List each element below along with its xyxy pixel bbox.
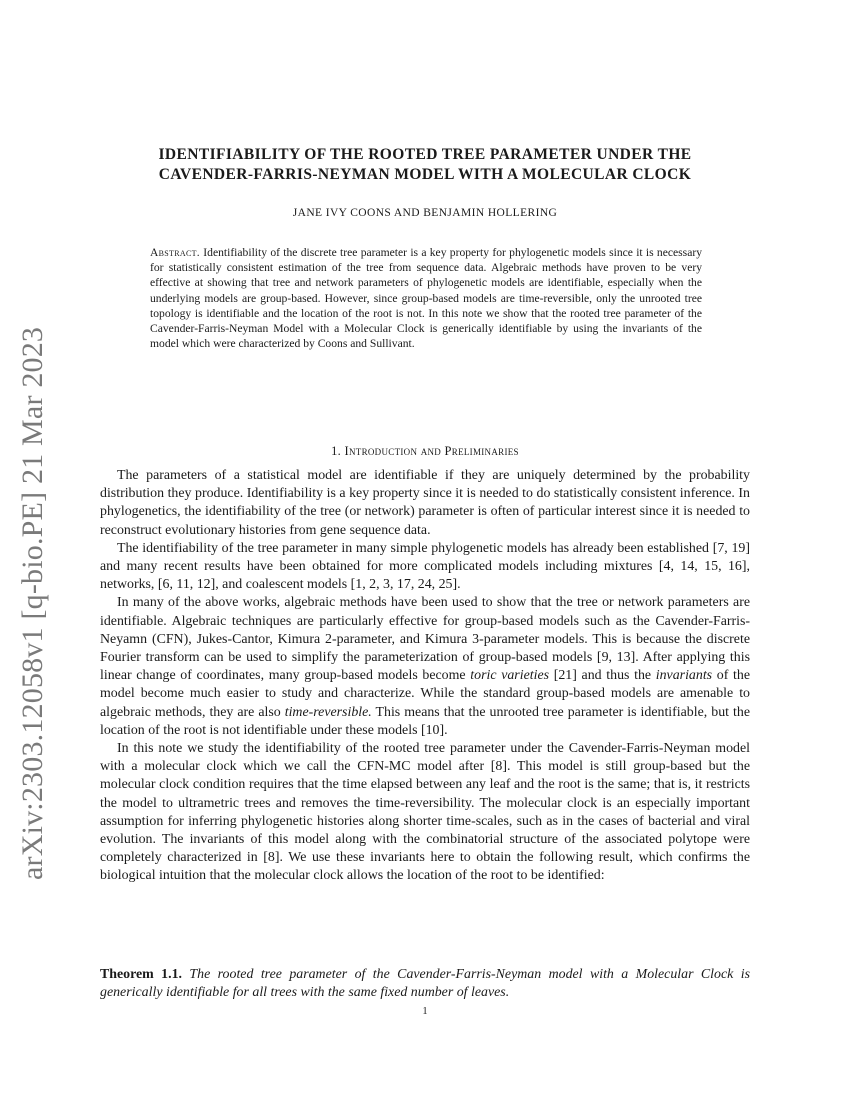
paragraph-1: The parameters of a statistical model are identifiable if they are uniquely determined by the probability distribution they produce. Identifiability is a key property since it is needed to do statistically consistent inference. In phylogenetics, the identifiability of the tree (or network) parameter is often of particular interest since it is needed to reconstruct evolutionary histories from gene sequence data. [100,468,750,538]
citation-link[interactable]: 1, 2, 3, 17, 24, 25 [355,577,453,593]
arxiv-identifier: arXiv:2303.12058v1 [q-bio.PE] 21 Mar 2023 [16,326,49,880]
title-line-2: CAVENDER-FARRIS-NEYMAN MODEL WITH A MOLECULAR CLOCK [158,166,692,183]
paragraph-3 [100,594,750,740]
text: In this note we study the identifiability of the rooted tree parameter under the Cavender-Farris-Neyman model with a molecular clock which we call the CFN-MC model after [ [100,741,750,775]
text: ]. [452,577,461,593]
theorem-label: Theorem 1.1. [100,967,182,982]
emphasis: toric varieties [470,668,550,684]
paragraph-2 [100,540,750,595]
text: [ [549,668,559,684]
authors: JANE IVY COONS AND BENJAMIN HOLLERING [292,207,558,219]
text: ]. After applying this linear change of coordinates, many group-based models become [100,650,751,684]
citation-link[interactable]: 8 [495,759,503,775]
text: ]. We use these invariants here to obtain the following result, which confirms the biological intuition that the molecular clock allows the location of the root to be identified: [100,850,750,884]
paragraph-4 [100,740,750,886]
theorem-text: The rooted tree parameter of the Cavender-Farris-Neyman model with a Molecular Clock is generically identifiable for all trees with the same fixed number of leaves. [100,967,750,1001]
abstract [150,245,702,351]
text: In many of the above works, algebraic methods have been used to show that the tree or network parameters are identifiable. Algebraic techniques are particularly effective for group-based models such as the Cavender-Farris-Neyamn (CFN), Jukes-Cantor, Kimura 2-parameter, and Kimura 3-parameter models. This is because the discrete Fourier transform can be used to simplify the parameterization of group-based models [ [100,595,750,666]
citation-link[interactable]: 8 [267,850,275,866]
title-line-1: IDENTIFIABILITY OF THE ROOTED TREE PARAMETER UNDER THE [158,146,692,163]
text: of the model become much easier to study and characterize. While the standard group-based models are amenable to algebraic methods, they are also [100,668,750,720]
section-body [100,467,750,886]
theorem-1-1 [100,966,750,1002]
text: ], networks, [ [100,559,750,593]
citation-link[interactable]: 6, 11, 12 [162,577,211,593]
text: The identifiability of the tree parameter in many simple phylogenetic models has already been established [ [117,540,718,556]
section-heading: 1. Introduction and Preliminaries [331,444,519,458]
citation-link[interactable]: 9, 13 [601,650,631,666]
text: ] and many recent results have been obtained for more complicated models including mixtures [ [100,540,750,575]
citation-link[interactable]: 21 [558,668,573,684]
text: ], and coalescent models [ [210,577,356,593]
paper-title [100,145,750,185]
abstract-label: Abstract. [150,246,200,259]
citation-link[interactable]: 10 [425,722,440,738]
emphasis: time-reversible. [284,704,372,720]
text: ]. This model is still group-based but the molecular clock condition requires that the time elapsed between any leaf and the root is the same; that is, it restricts the model to ultrametric trees and removes the time-reversibility. The molecular clock is an especially important assumption for inferring phylogenetic histories along shorter time-scales, such as in the cases of bacterial and viral evolution. The invariants of this model along with the combinatorial structure of the associated polytope were completely characterized in [ [100,759,750,866]
citation-link[interactable]: 4, 14, 15, 16 [663,559,742,575]
text: ]. [439,722,448,738]
text: ] and thus the [572,668,656,684]
emphasis: invariants [655,668,713,684]
text: This means that the unrooted tree parameter is identifiable, but the location of the root is not identifiable under these models [ [100,704,750,738]
abstract-text: Identifiability of the discrete tree parameter is a key property for phylogenetic models since it is necessary for statistically consistent estimation of the tree from sequence data. Algebraic methods have proven to be very effective at showing that tree and network parameters of phylogenetic models are identifiable, especially when the underlying models are group-based. However, since group-based models are time-reversible, only the unrooted tree topology is identifiable and the location of the root is not. In this note we show that the rooted tree parameter of the Cavender-Farris-Neyman Model with a Molecular Clock is generically identifiable by using the invariants of the model which were characterized by Coons and Sullivant. [150,246,702,351]
citation-link[interactable]: 7, 19 [717,540,746,556]
page-number: 1 [422,1006,428,1017]
